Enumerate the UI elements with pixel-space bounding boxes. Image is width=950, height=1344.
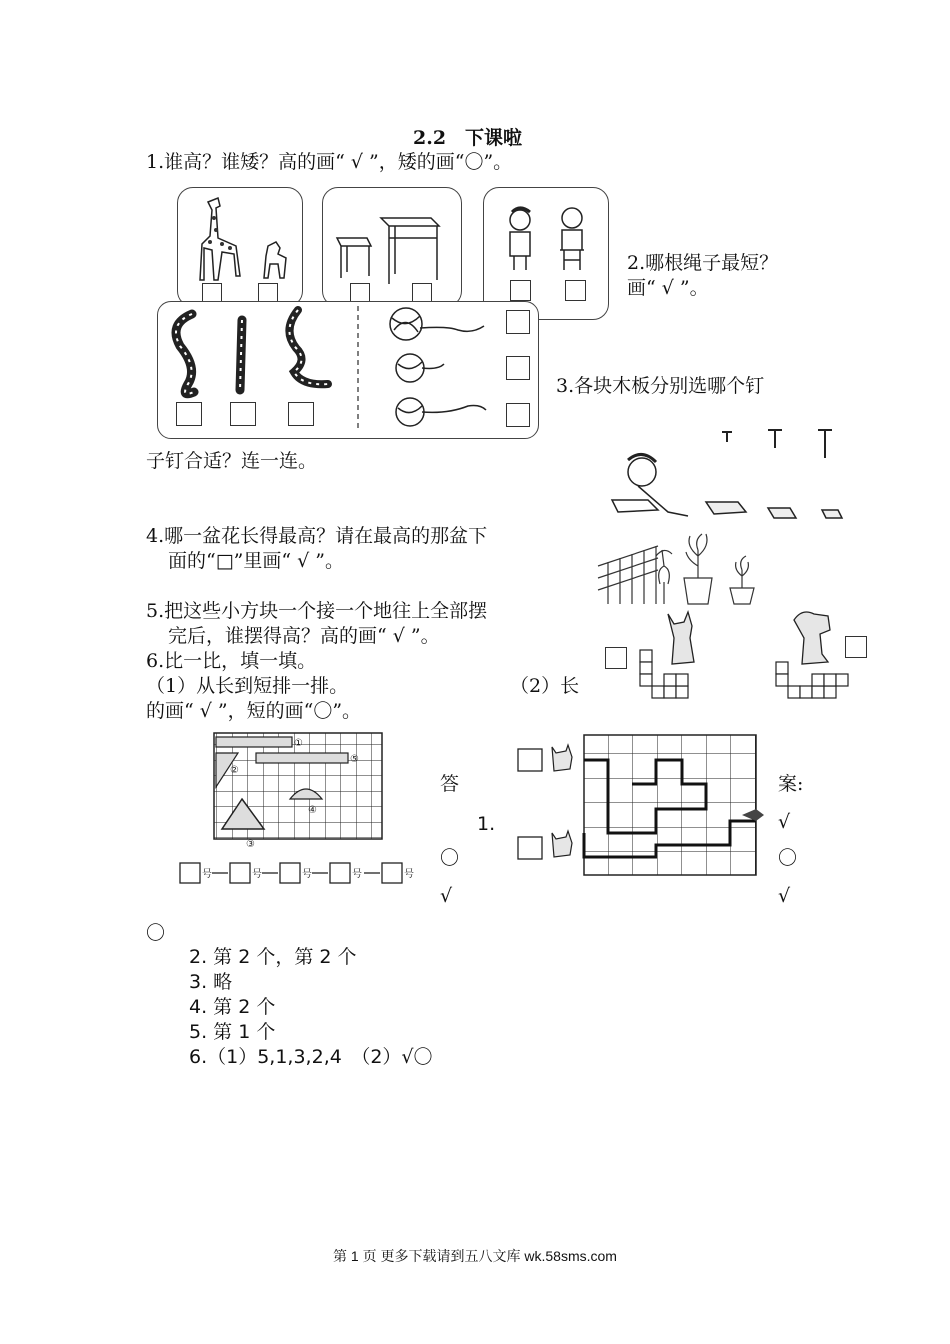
answer-1-label: 1. xyxy=(477,813,496,835)
ruler-number-2: ② xyxy=(230,765,239,776)
ruler-grid-illustration xyxy=(170,729,425,889)
answer-line-4: 4. 第 2 个 xyxy=(189,996,276,1018)
answer-box-yarn-1[interactable] xyxy=(506,310,530,334)
answer-box-girl[interactable] xyxy=(565,280,586,301)
tables-panel xyxy=(322,187,462,307)
answer-heading-an: 案: xyxy=(778,773,804,795)
answer-box-big-table[interactable] xyxy=(412,283,432,302)
ruler-number-5: ⑤ xyxy=(350,754,359,765)
question-1: 1.谁高？谁矮？高的画“ √ ”，矮的画“〇”。 xyxy=(146,151,513,173)
question-4-line-1: 4.哪一盆花长得最高？请在最高的那盆下 xyxy=(146,525,488,547)
answer-line-2: 2. 第 2 个，第 2 个 xyxy=(189,946,357,968)
answer-line-5: 5. 第 1 个 xyxy=(189,1021,276,1043)
hao-label-5: 号 xyxy=(404,869,414,880)
question-6-line-3: （2）长 xyxy=(510,675,580,697)
answer-box-giraffe[interactable] xyxy=(202,283,222,302)
answer-box-rope-2[interactable] xyxy=(230,402,256,426)
flower-pots-illustration xyxy=(598,526,853,604)
question-5-line-1: 5.把这些小方块一个接一个地往上全部摆 xyxy=(146,600,488,622)
question-4-line-2: 面的“□”里画“ √ ”。 xyxy=(168,550,344,572)
answer-1-mark-right-1: √ xyxy=(778,811,791,833)
question-6-line-2: （1）从长到短排一排。 xyxy=(146,675,349,697)
tables-illustration xyxy=(323,188,461,306)
answer-box-goat[interactable] xyxy=(258,283,278,302)
children-illustration xyxy=(484,188,608,319)
answer-line-3: 3. 略 xyxy=(189,971,233,993)
answer-box-rope-1[interactable] xyxy=(176,402,202,426)
question-2-line-2: 画“ √ ”。 xyxy=(627,277,709,299)
hao-label-1: 号 xyxy=(202,869,212,880)
page-title: 2.2 下课啦 xyxy=(413,127,523,149)
answer-box-dog-cubes[interactable] xyxy=(845,636,867,658)
question-6-line-1: 6.比一比，填一填。 xyxy=(146,650,317,672)
answer-1-mark-right-3: √ xyxy=(778,885,791,907)
hao-label-4: 号 xyxy=(352,869,362,880)
answer-box-yarn-3[interactable] xyxy=(506,403,530,427)
answer-1-mark-left-2: √ xyxy=(440,885,453,907)
answer-1-mark-bottom: 〇 xyxy=(146,922,166,944)
answer-box-rope-3[interactable] xyxy=(288,402,314,426)
answer-1-mark-left-1: 〇 xyxy=(440,847,460,869)
cubes-cat-dog-illustration xyxy=(598,604,884,704)
ruler-number-3: ③ xyxy=(246,839,255,850)
question-3-line-2: 子钉合适？连一连。 xyxy=(146,450,318,472)
question-2-line-1: 2.哪根绳子最短？ xyxy=(627,252,779,274)
ruler-number-1: ① xyxy=(294,738,303,749)
ropes-illustration xyxy=(158,302,538,438)
path-grid-illustration xyxy=(510,729,766,879)
hao-label-3: 号 xyxy=(302,869,312,880)
question-6-line-4: 的画“ √ ”，短的画“〇”。 xyxy=(146,700,362,722)
hao-label-2: 号 xyxy=(252,869,262,880)
question-5-line-2: 完后，谁摆得高？高的画“ √ ”。 xyxy=(168,625,440,647)
answer-1-mark-right-2: 〇 xyxy=(778,847,798,869)
answer-box-yarn-2[interactable] xyxy=(506,356,530,380)
footer: 第 1 页 更多下载请到五八文库 wk.58sms.com xyxy=(333,1248,617,1264)
nails-boards-illustration xyxy=(598,420,853,525)
answer-heading-da: 答 xyxy=(440,773,460,795)
ruler-number-4: ④ xyxy=(308,805,317,816)
giraffe-goat-panel xyxy=(177,187,303,307)
ropes-panel xyxy=(157,301,539,439)
answer-line-6: 6.（1）5,1,3,2,4 （2）√〇 xyxy=(189,1046,433,1068)
answer-box-cat-cubes[interactable] xyxy=(605,647,627,669)
question-3-line-1: 3.各块木板分别选哪个钉 xyxy=(556,375,765,397)
giraffe-goat-illustration xyxy=(178,188,302,306)
answer-box-boy[interactable] xyxy=(510,280,531,301)
answer-box-small-table[interactable] xyxy=(350,283,370,302)
